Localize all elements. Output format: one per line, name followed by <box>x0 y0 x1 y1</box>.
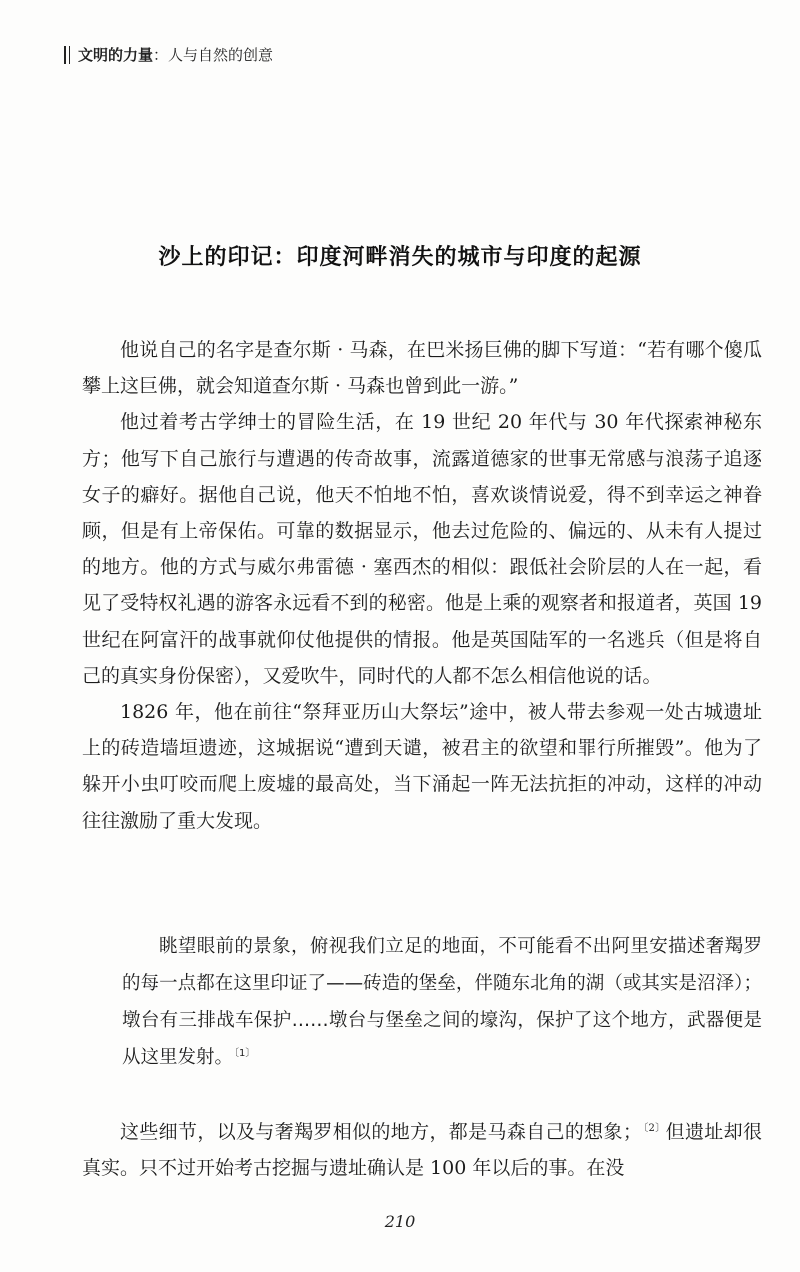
book-title: 文明的力量 <box>78 46 154 64</box>
book-subtitle: ：人与自然的创意 <box>153 46 274 64</box>
body-text <box>82 332 762 839</box>
footnote-ref-2: 〔2〕 <box>642 1122 666 1134</box>
header-bars-ornament <box>64 46 70 64</box>
paragraph-2: 他过着考古学绅士的冒险生活，在 19 世纪 20 年代与 30 年代探索神秘东方；他写下自己旅行与遭遇的传奇故事，流露道德家的世事无常感与浪荡子追逐女子的癖好。据他自己说，他天不怕地不怕，喜欢谈情说爱，得不到幸运之神眷顾，但是有上帝保佑。可靠的数据显示，他去过危险的、偏远的、从未有人提过的地方。他的方式与威尔弗雷德 · 塞西杰的相似：跟低社会阶层的人在一起，看见了受特权礼遇的游客永远看不到的秘密。他是上乘的观察者和报道者，英国 19 世纪在阿富汗的战事就仰仗他提供的情报。他是英国陆军的一名逃兵（但是将自己的真实身份保密），又爱吹牛，同时代的人都不怎么相信他说的话。 <box>82 411 762 687</box>
running-header <box>64 44 273 65</box>
chapter-title: 沙上的印记：印度河畔消失的城市与印度的起源 <box>158 245 642 270</box>
closing-text-end: 但遗址却很真实。只不过开始考古挖掘与遗址确认是 100 年以后的事。在没 <box>82 1121 762 1180</box>
paragraph-1: 他说自己的名字是查尔斯 · 马森，在巴米扬巨佛的脚下写道：“若有哪个傻瓜攀上这巨佛，就会知道查尔斯 · 马森也曾到此一游。” <box>82 339 762 398</box>
page-number: 210 <box>384 1212 416 1231</box>
quote-text: 眺望眼前的景象，俯视我们立足的地面，不可能看不出阿里安描述奢羯罗的每一点都在这里印证了——砖造的堡垒，伴随东北角的湖（或其实是沼泽）；墩台有三排战车保护……墩台与堡垒之间的壕沟，保护了这个地方，武器便是从这里发射。 <box>122 936 762 1068</box>
paragraph-3: 1826 年，他在前往“祭拜亚历山大祭坛”途中，被人带去参观一处古城遗址上的砖造墙垣遗迹，这城据说“遭到天谴，被君主的欲望和罪行所摧毁”。他为了躲开小虫叮咬而爬上废墟的最高处，当下涌起一阵无法抗拒的冲动，这样的冲动往往激励了重大发现。 <box>82 701 762 832</box>
paragraph-4 <box>82 1114 762 1186</box>
closing-text <box>82 1114 762 1186</box>
footnote-ref-1: 〔1〕 <box>234 1047 256 1059</box>
closing-text-start: 这些细节，以及与奢羯罗相似的地方，都是马森自己的想象； <box>120 1121 642 1143</box>
quote-paragraph <box>122 928 762 1076</box>
block-quote <box>122 928 762 1076</box>
